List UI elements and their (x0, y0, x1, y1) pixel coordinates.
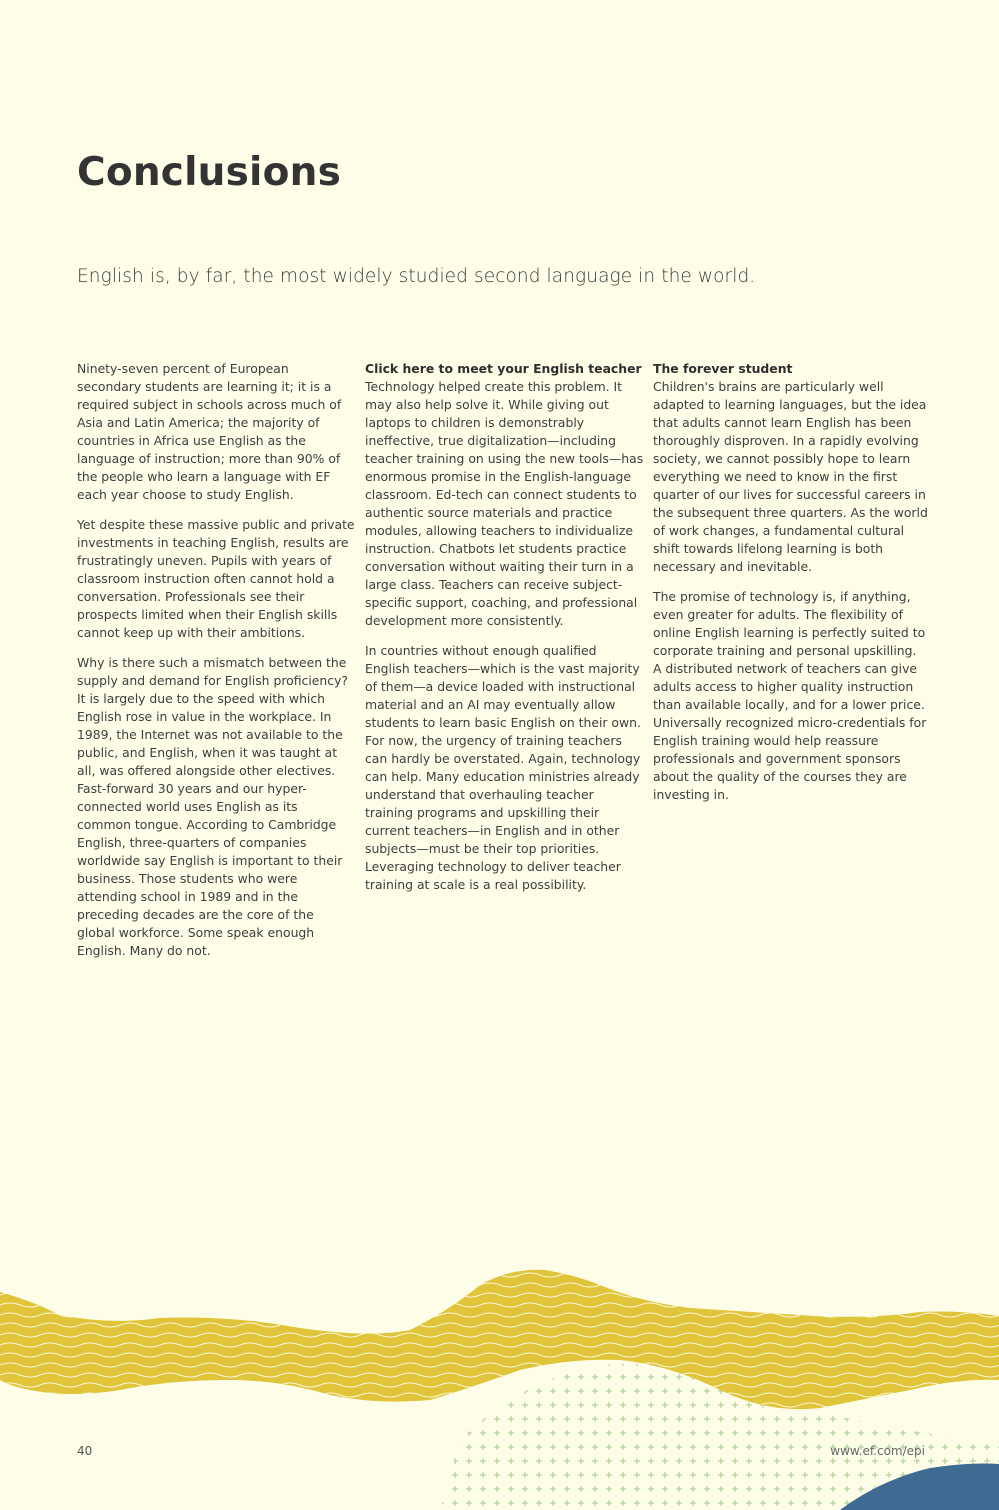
column-1 (77, 360, 355, 972)
column-3 (653, 360, 928, 816)
col2-paragraph-2: In countries without enough qualified English teachers—which is the vast majority of them—a device loaded with instructional material and an AI may eventually allow students to learn basic English on their own. For now, the urgency of training teachers can hardly be overstated. Again, technology can help. Many education ministries already understand that overhauling teacher training programs and upskilling their current teachers—in English and in other subjects—must be their top priorities. Leveraging technology to deliver teacher training at scale is a real possibility. (365, 643, 641, 892)
col1-paragraph-3: Why is there such a mismatch between the supply and demand for English proficiency? It is largely due to the speed with which English rose in value in the workplace. In 1989, the Internet was not available to the public, and English, when it was taught at all, was offered alongside other electives. Fast-forward 30 years and our hyper-connected world uses English as its common tongue. According to Cambridge English, three-quarters of companies worldwide say English is important to their business. Those students who were attending school in 1989 and in the preceding decades are the core of the global workforce. Some speak enough English. Many do not. (77, 655, 348, 958)
col3-paragraph-1 (653, 360, 928, 576)
col1-paragraph-2: Yet despite these massive public and private investments in teaching English, results are frustratingly uneven. Pupils with years of classroom instruction often cannot hold a conversation. Professionals see their prospects limited when their English skills cannot keep up with their ambitions. (77, 517, 355, 640)
page-title: Conclusions (77, 150, 341, 195)
col2-paragraph-1 (365, 360, 645, 630)
meet-teacher-link[interactable]: Click here to meet your English teacher (365, 361, 642, 376)
col3-paragraph-2: The promise of technology is, if anything, even greater for adults. The flexibility of online English learning is perfectly suited to corporate training and personal upskilling. A distributed network of teachers can give adults access to higher quality instruction than available locally, and for a lower price. Universally recognized micro-credentials for English training would help reassure professionals and government sponsors about the quality of the courses they are investing in. (653, 589, 927, 802)
col2-paragraph-1-text: Technology helped create this problem. It may also help solve it. While giving out laptops to children is demonstrably ineffective, true digitalization—including teacher training on using the new tools—has enormous promise in the English-language classroom. Ed-tech can connect students to authentic source materials and practice modules, allowing teachers to individualize instruction. Chatbots let students practice conversation without waiting their turn in a large class. Teachers can receive subject-specific support, coaching, and professional development more consistently. (365, 379, 644, 628)
col1-paragraph-1: Ninety-seven percent of European secondary students are learning it; it is a required subject in schools across much of Asia and Latin America; the majority of countries in Africa use English as the language of instruction; more than 90% of the people who learn a language with EF each year choose to study English. (77, 361, 342, 502)
column-2 (365, 360, 645, 906)
col3-paragraph-1-text: Children's brains are particularly well adapted to learning languages, but the idea that adults cannot learn English has been thoroughly disproven. In a rapidly evolving society, we cannot possibly hope to learn everything we need to know in the first quarter of our lives for successful careers in the subsequent three quarters. As the world of work changes, a fundamental cultural shift towards lifelong learning is both necessary and inevitable. (653, 379, 928, 574)
yellow-wave-texture (0, 1270, 999, 1409)
footer-url-link[interactable]: www.ef.com/epi (830, 1444, 925, 1458)
decorative-waves-illustration (0, 1230, 999, 1510)
lead-paragraph: English is, by far, the most widely studied second language in the world. (77, 266, 756, 287)
forever-student-heading: The forever student (653, 361, 793, 376)
page-number: 40 (77, 1444, 93, 1458)
